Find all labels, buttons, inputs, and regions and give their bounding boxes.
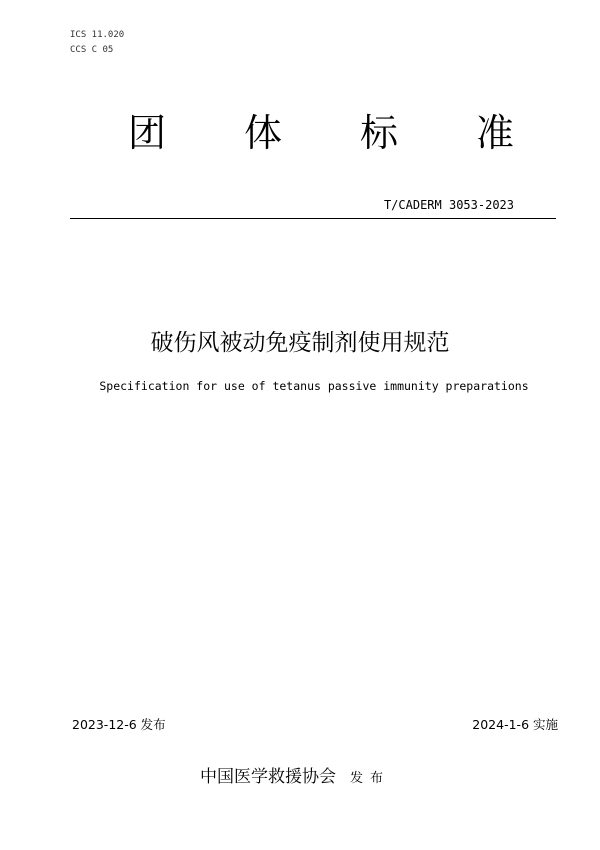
standard-type-char-3: 标	[360, 111, 399, 155]
title-english: Specification for use of tetanus passive immunity preparations	[99, 379, 529, 393]
release-date: 2023-12-6 发布	[72, 717, 166, 732]
standard-type-heading	[128, 108, 528, 164]
implementation-date: 2024-1-6 实施	[472, 717, 558, 732]
header-divider	[70, 218, 556, 219]
standard-type-char-1: 团	[128, 111, 167, 155]
publisher-organization: 中国医学救援协会	[200, 767, 336, 787]
classification-codes	[70, 28, 124, 58]
standard-type-char-2: 体	[244, 111, 283, 155]
ccs-code: CCS C 05	[70, 45, 114, 55]
ics-code: ICS 11.020	[70, 30, 125, 40]
publisher-verb: 发布	[350, 771, 391, 786]
publisher	[200, 766, 390, 790]
standard-type-char-4: 准	[476, 111, 515, 155]
title-chinese: 破伤风被动免疫制剂使用规范	[150, 330, 450, 356]
standard-number: T/CADERM 3053-2023	[383, 198, 514, 212]
